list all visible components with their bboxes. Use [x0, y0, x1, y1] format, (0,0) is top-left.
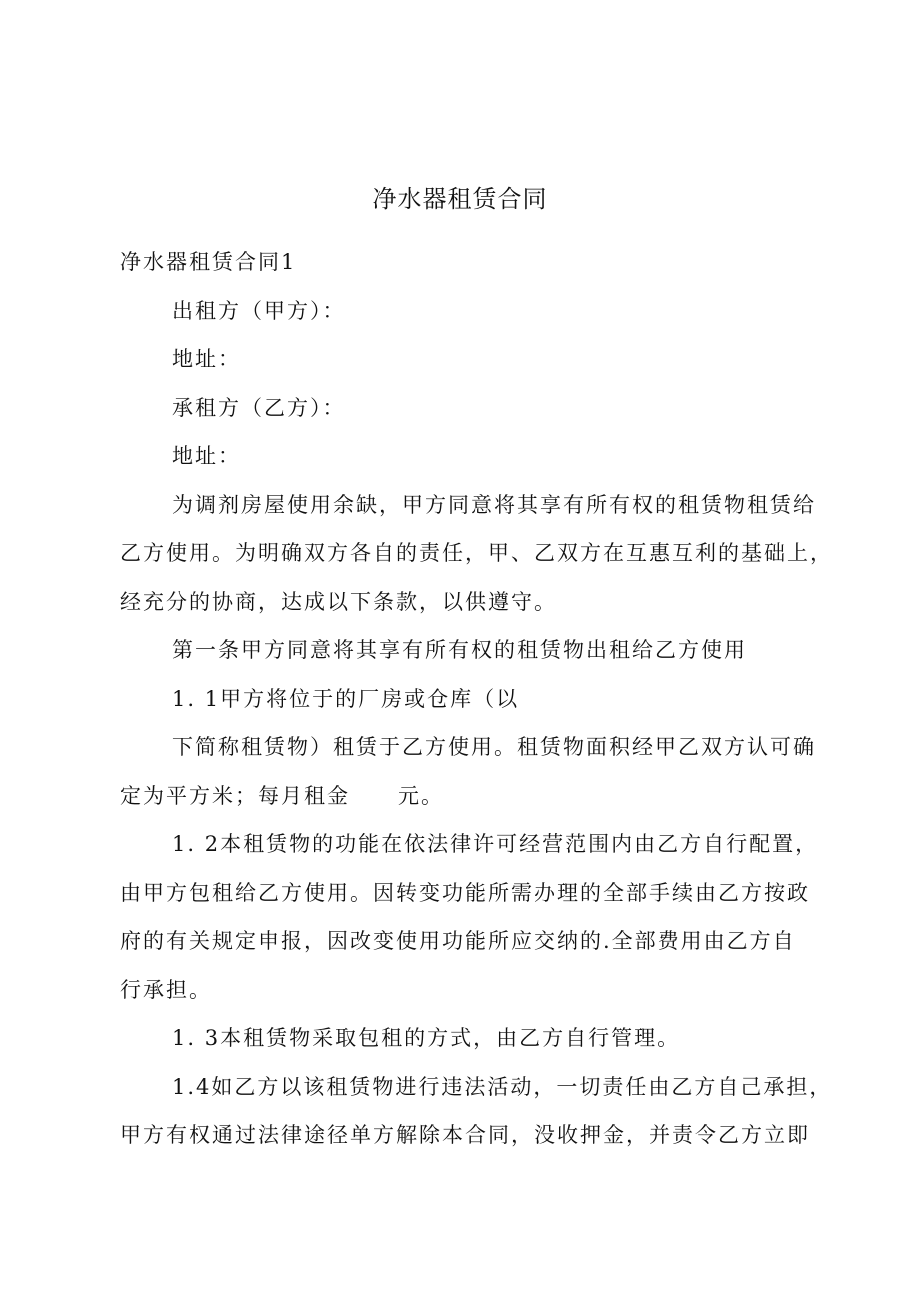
paragraph-line: 1. 1甲方将位于的厂房或仓库（以 — [172, 686, 520, 711]
paragraph-line: 甲方有权通过法律途径单方解除本合同，没收押金，并责令乙方立即 — [120, 1123, 810, 1147]
rent-label: 定为平方米；每月租金 — [120, 783, 350, 808]
lessee-label: 承租方（乙方）： — [172, 395, 346, 420]
paragraph-line: 由甲方包租给乙方使用。因转变功能所需办理的全部手续由乙方按政 — [120, 880, 810, 905]
paragraph-line: 为调剂房屋使用余缺，甲方同意将其享有所有权的租赁物租赁给 — [172, 492, 816, 517]
document-body — [120, 238, 833, 1160]
rent-unit: 元。 — [398, 783, 444, 808]
paragraph-line: 府的有关规定申报，因改变使用功能所应交纳的.全部费用由乙方自 — [120, 929, 796, 953]
lessor-label: 出租方（甲方）： — [172, 298, 346, 323]
section-heading: 净水器租赁合同1 — [120, 250, 297, 274]
paragraph-line: 经充分的协商，达成以下条款，以供遵守。 — [120, 589, 557, 614]
document-title: 净水器租赁合同 — [372, 185, 548, 213]
paragraph-line: 行承担。 — [120, 977, 212, 1002]
paragraph-line — [120, 772, 830, 821]
paragraph-line: 1. 3本租赁物采取包租的方式，由乙方自行管理。 — [172, 1026, 681, 1050]
lessee-address-label: 地址： — [172, 444, 241, 468]
lessor-address-label: 地址： — [172, 347, 241, 371]
paragraph-line: 下简称租赁物）租赁于乙方使用。租赁物面积经甲乙双方认可确 — [172, 735, 816, 759]
article-heading: 第一条甲方同意将其享有所有权的租赁物出租给乙方使用 — [172, 638, 747, 662]
paragraph-line: 1.4如乙方以该租赁物进行违法活动，一切责任由乙方自己承担， — [172, 1074, 833, 1099]
paragraph-line: 1. 2本租赁物的功能在依法律许可经营范围内由乙方自行配置， — [172, 832, 819, 856]
paragraph-line: 乙方使用。为明确双方各自的责任，甲、乙双方在互惠互利的基础上， — [120, 541, 833, 565]
